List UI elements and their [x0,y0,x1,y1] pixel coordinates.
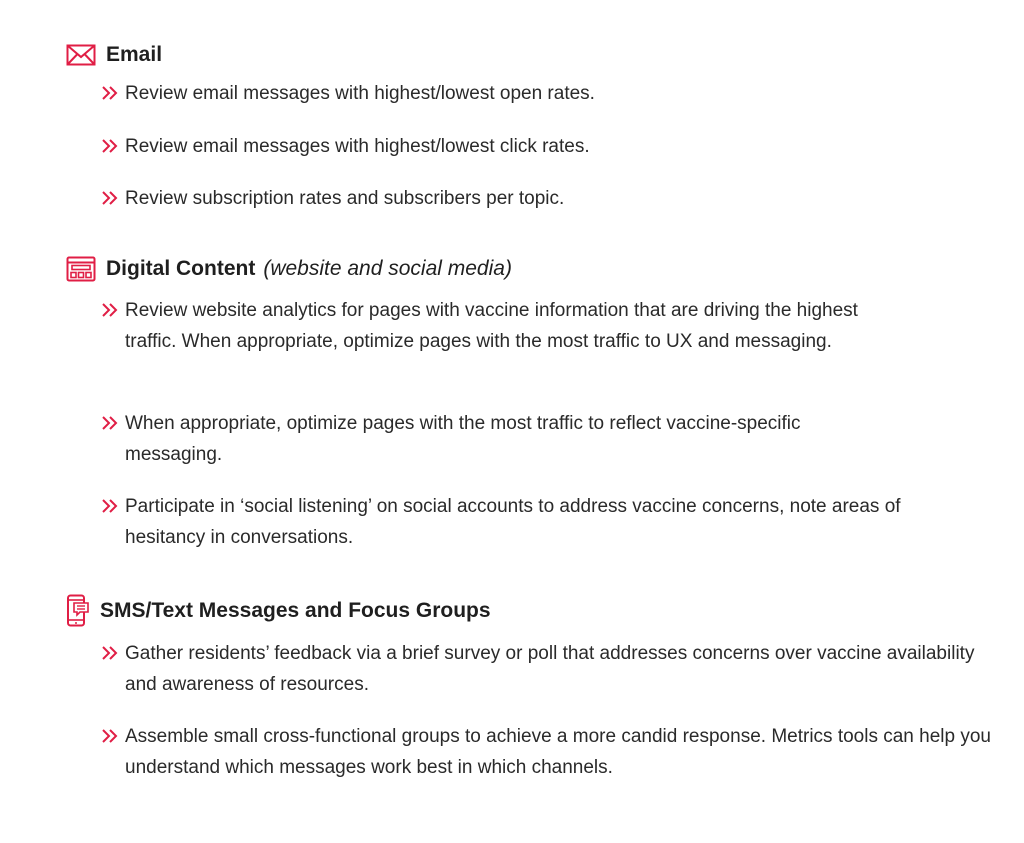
chevron-right-icon [101,727,121,745]
envelope-icon [66,44,96,66]
section-header-digital-content [66,255,512,283]
list-item [101,639,981,700]
section-header-email [66,41,162,69]
section-title: Digital Content [106,257,256,280]
browser-window-icon [66,256,96,282]
list-item [101,79,961,110]
bullet-text: Review email messages with highest/lowest open rates. [125,83,595,104]
section-title: SMS/Text Messages and Focus Groups [100,599,491,622]
chevron-right-icon [101,301,121,319]
section-header-sms [66,597,491,625]
chevron-right-icon [101,84,121,102]
list-item [101,296,901,357]
mobile-chat-icon [66,594,90,628]
chevron-right-icon [101,497,121,515]
list-item [101,722,1001,783]
bullet-text: When appropriate, optimize pages with the most traffic to reflect vaccine-specific messaging. [125,413,801,465]
bullet-text: Review subscription rates and subscribers per topic. [125,188,565,209]
section-subtitle: (website and social media) [263,257,512,280]
bullet-text: Review email messages with highest/lowest click rates. [125,136,590,157]
bullet-text: Gather residents’ feedback via a brief survey or poll that addresses concerns over vaccine availability and awareness of resources. [125,643,975,695]
bullet-text: Review website analytics for pages with vaccine information that are driving the highest traffic. When appropriate, optimize pages with the most traffic to UX and messaging. [125,300,858,352]
bullet-text: Assemble small cross-functional groups to achieve a more candid response. Metrics tools can help you understand which messages work best in which channels. [125,726,991,778]
list-item [101,409,896,470]
chevron-right-icon [101,644,121,662]
list-item [101,492,931,553]
chevron-right-icon [101,414,121,432]
list-item [101,184,961,215]
list-item [101,132,961,163]
chevron-right-icon [101,137,121,155]
chevron-right-icon [101,189,121,207]
section-title: Email [106,43,163,66]
bullet-text: Participate in ‘social listening’ on social accounts to address vaccine concerns, note areas of hesitancy in conversations. [125,496,901,548]
